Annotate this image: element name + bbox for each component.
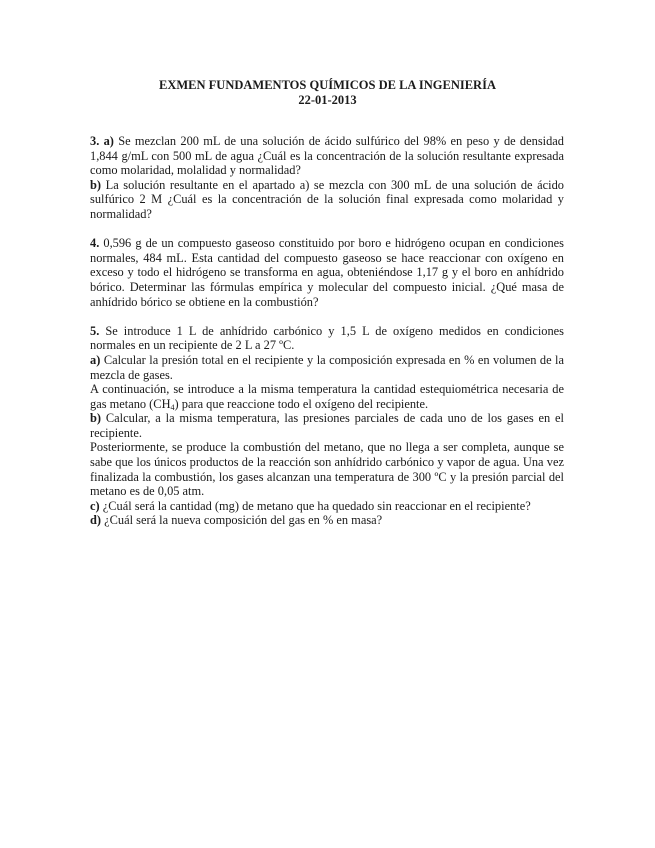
problem-5-intro — [90, 324, 564, 353]
problem-5-b-label: b) — [90, 411, 102, 426]
problem-5-number: 5. — [90, 323, 100, 338]
problem-5-methane-before: A continuación, se introduce a la misma temperatura la cantidad estequiométrica necesaria de gas metano (CH — [90, 382, 564, 411]
problem-4-number: 4. — [90, 236, 100, 251]
problem-5-a-text: Calcular la presión total en el recipiente y la composición expresada en % en volumen de la mezcla de gases. — [90, 352, 564, 382]
problem-5-c-text: ¿Cuál será la cantidad (mg) de metano que ha quedado sin reaccionar en el recipiente? — [102, 498, 531, 513]
problem-4-text: 0,596 g de un compuesto gaseoso constituido por boro e hidrógeno ocupan en condiciones normales, 484 mL. Esta cantidad del compuesto gaseoso se hace reaccionar con oxígeno en exceso y todo el hidrógeno se transforma en agua, obteniéndose 1,17 g y el boro en anhídrido bórico. Determinar las fórmulas empírica y molecular del compuesto inicial. ¿Qué masa de anhídrido bórico se obtiene en la combustión? — [90, 236, 564, 309]
problem-3-a-label: a) — [103, 134, 114, 148]
problem-3-part-a — [90, 134, 564, 178]
problem-5-part-c — [90, 499, 564, 514]
problem-3-b-text: La solución resultante en el apartado a) se mezcla con 300 mL de una solución de ácido sulfúrico 2 M ¿Cuál es la concentración de la solución final expresada como molaridad y normalidad? — [90, 177, 564, 221]
problem-5-methane-subscript: 4 — [170, 402, 175, 412]
problem-5-d-text: ¿Cuál será la nueva composición del gas en % en masa? — [104, 513, 383, 528]
problem-4 — [90, 236, 564, 309]
problem-5-intro-text: Se introduce 1 L de anhídrido carbónico y 1,5 L de oxígeno medidos en condiciones normales en un recipiente de 2 L a 27 ºC. — [90, 323, 564, 353]
problem-5-a-label: a) — [90, 352, 101, 367]
problem-3-b-label: b) — [90, 177, 102, 192]
problem-3-number: 3. — [90, 134, 100, 148]
problem-4-statement — [90, 236, 564, 309]
problem-5-methane-after: ) para que reaccione todo el oxígeno del recipiente. — [174, 396, 429, 411]
problem-5-part-b — [90, 411, 564, 440]
exam-content — [90, 134, 564, 543]
problem-3-part-b — [90, 178, 564, 222]
problem-5-combustion-text: Posteriormente, se produce la combustión del metano, que no llega a ser completa, aunque se sabe que los únicos productos de la reacción son anhídrido carbónico y vapor de agua. Una vez finalizada la combustión, los gases alcanzan una temperatura de 300 ºC y la presión parcial del metano es de 0,05 atm. — [90, 440, 564, 499]
exam-header — [0, 78, 655, 108]
problem-5-part-d — [90, 513, 564, 528]
problem-5 — [90, 324, 564, 528]
problem-3 — [90, 134, 564, 222]
problem-3-a-text: Se mezclan 200 mL de una solución de ácido sulfúrico del 98% en peso y de densidad 1,844 g/mL con 500 mL de agua ¿Cuál es la concentración de la solución resultante expresada como molaridad, molalidad y normalidad? — [90, 134, 564, 178]
problem-5-methane — [90, 382, 564, 411]
problem-5-part-a — [90, 353, 564, 382]
exam-date: 22-01-2013 — [298, 93, 357, 107]
problem-5-d-label: d) — [90, 513, 102, 528]
problem-5-combustion — [90, 440, 564, 498]
exam-title: EXMEN FUNDAMENTOS QUÍMICOS DE LA INGENIERÍA — [159, 78, 496, 92]
problem-5-b-text: Calcular, a la misma temperatura, las presiones parciales de cada uno de los gases en el recipiente. — [90, 411, 564, 440]
problem-5-c-label: c) — [90, 498, 100, 513]
